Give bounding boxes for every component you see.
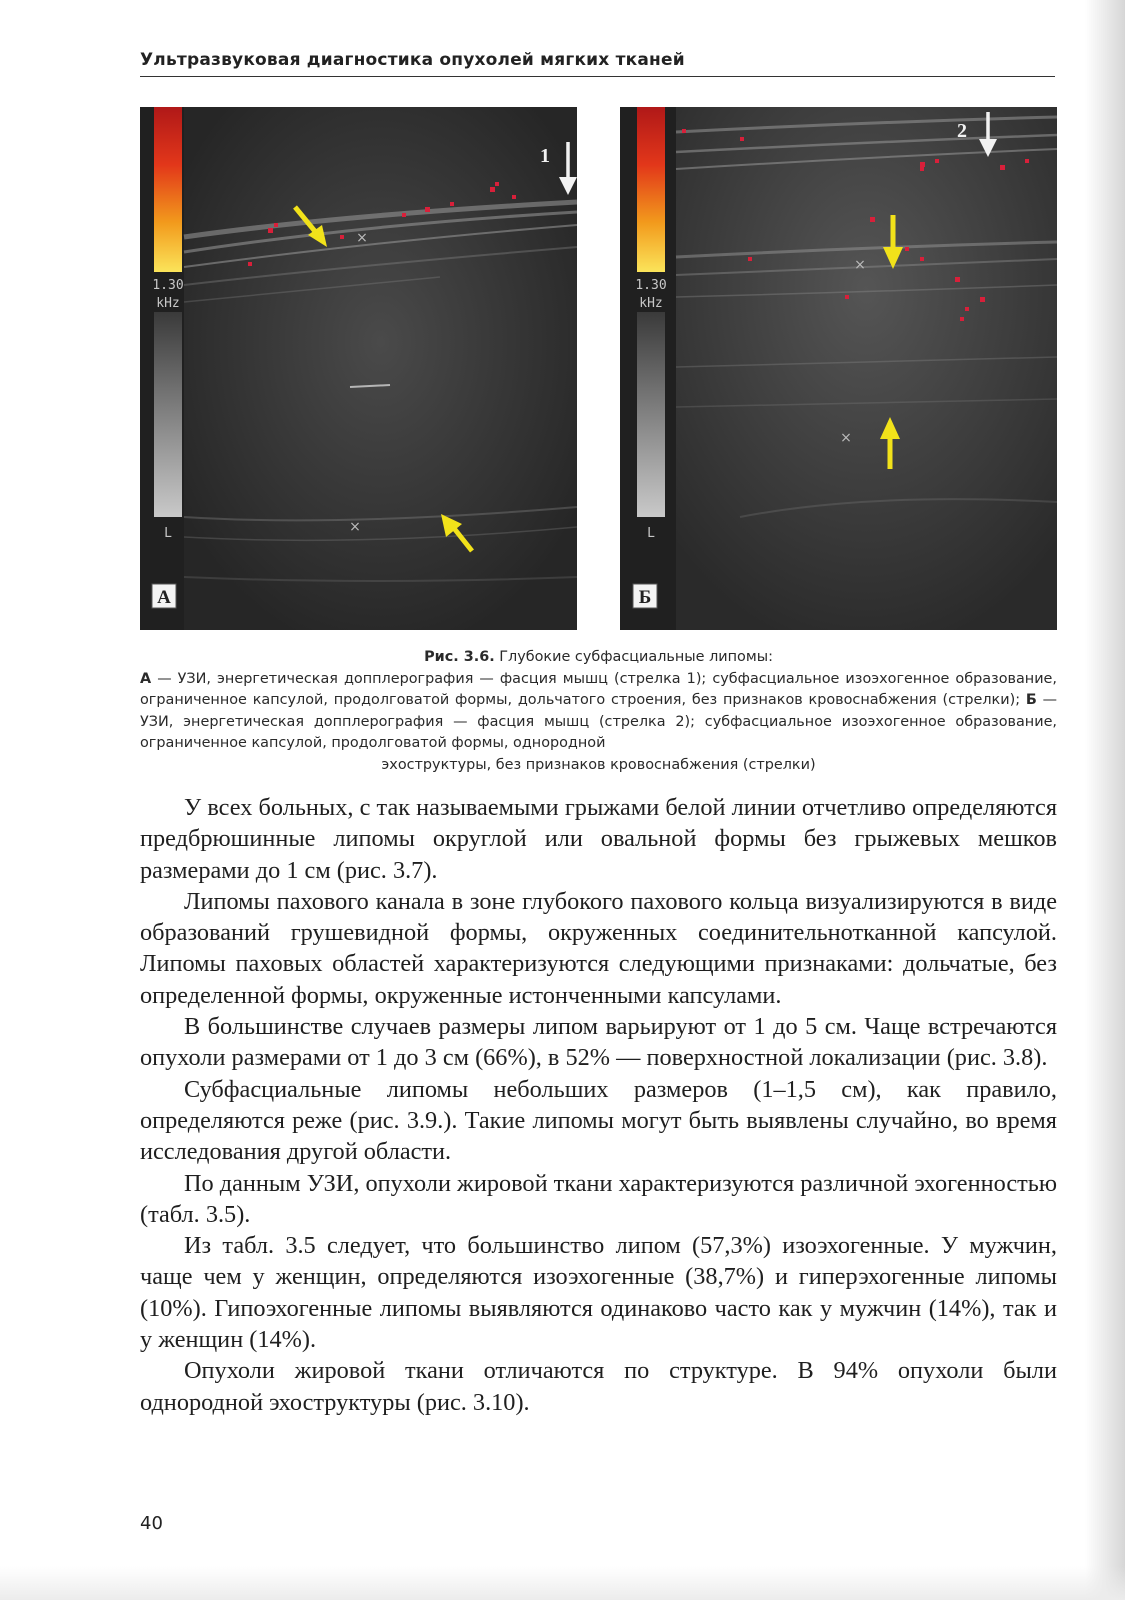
caption-figure-number: Рис. 3.6. [424,649,495,665]
running-title: Ультразвуковая диагностика опухолей мягких тканей [140,50,1055,77]
caption-text-a: — УЗИ, энергетическая допплерография — фасция мышц (стрелка 1); субфасциальное изоэхогенное образование, ограниченное капсулой, продолговатой формы, дольчатого строения, без признаков кровоснабжения (стрелки); [140,670,1057,708]
figure-caption [140,647,1057,776]
panel-letter-a: А [157,587,171,608]
ultrasound-panel-a [140,107,577,630]
measure-marker: × [840,430,852,446]
scan-edge-shadow [1085,0,1125,1600]
page-number: 40 [140,1513,163,1534]
scale-value-b: 1.30 [635,278,667,293]
panel-letter-b: Б [638,587,652,608]
paragraph: Липомы пахового канала в зоне глубокого пахового кольца визуализируются в виде образований грушевидной формы, окруженных соединительнотканной капсулой. Липомы паховых областей характеризуются следующими признаками: дольчатые, без определенной формы, окруженные истонченными капсулами. [140,887,1057,1009]
scale-bottom-b: L [647,526,655,541]
measure-marker: × [356,230,368,246]
paragraph: Субфасциальные липомы небольших размеров (1–1,5 см), как правило, определяются реже (рис. 3.9.). Такие липомы могут быть выявлены случайно, во время исследования другой области. [140,1075,1057,1166]
ultrasound-image-b [620,107,1057,630]
figure-3-6 [140,107,1057,630]
arrow-label-2: 2 [957,120,967,142]
caption-title [140,647,1057,669]
caption-label-b: Б [1025,692,1037,708]
caption-label-a: А [140,670,152,687]
body-text [140,792,1057,1418]
measure-marker: × [349,519,361,535]
ultrasound-panel-b [620,107,1057,630]
arrow-label-1: 1 [540,145,550,167]
paragraph: Опухоли жировой ткани отличаются по структуре. В 94% опухоли были однородной эхоструктуры (рис. 3.10). [140,1357,1057,1416]
measure-marker: × [854,257,866,273]
paragraph: Из табл. 3.5 следует, что большинство липом (57,3%) изоэхогенные. У мужчин, чаще чем у женщин, определяются изоэхогенные (38,7%) и гиперэхогенные липомы (10%). Гипоэхогенные липомы выявляются одинаково часто как у мужчин (14%), так и у женщин (14%). [140,1232,1057,1354]
ultrasound-image-a [140,107,577,630]
scale-value-a: 1.30 [152,278,184,293]
caption-text-b: — УЗИ, энергетическая допплерография — фасция мышц (стрелка 2); субфасциальное изоэхогенное образование, ограниченное капсулой, продолговатой формы, однородной [140,692,1058,751]
paragraph: По данным УЗИ, опухоли жировой ткани характеризуются различной эхогенностью (табл. 3.5). [140,1169,1057,1228]
scale-unit-b: kHz [639,296,663,311]
scale-bottom-a: L [164,526,172,541]
paragraph: У всех больных, с так называемыми грыжами белой линии отчетливо определяются предбрюшинные липомы округлой или овальной формы без грыжевых мешков размерами до 1 см (рис. 3.7). [140,794,1057,884]
scale-unit-a: kHz [156,296,180,311]
scan-bottom-shadow [0,1566,1125,1600]
paragraph: В большинстве случаев размеры липом варьируют от 1 до 5 см. Чаще встречаются опухоли размерами от 1 до 3 см (66%), в 52% — поверхностной локализации (рис. 3.8). [140,1013,1057,1072]
caption-last-line: эхоструктуры, без признаков кровоснабжения (стрелки) [381,756,816,773]
caption-body [140,669,1057,755]
caption-title-text: Глубокие субфасциальные липомы: [494,649,773,665]
